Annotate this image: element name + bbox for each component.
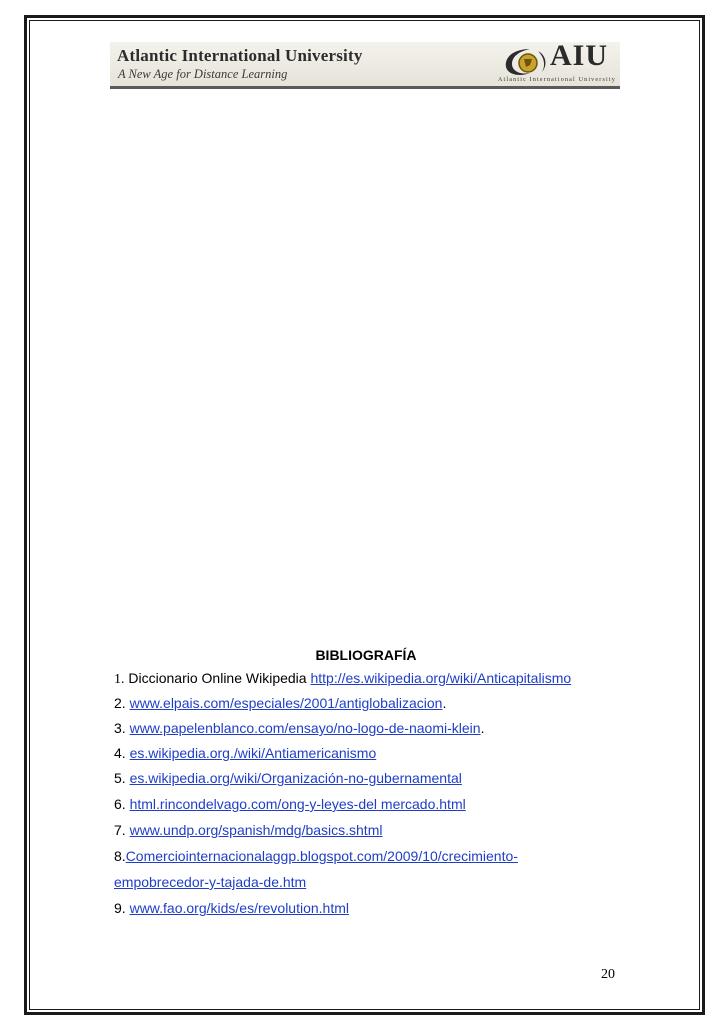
bibliography-entry-4 xyxy=(114,745,376,762)
entry-number: 4. xyxy=(114,745,130,761)
entry-number: 6. xyxy=(114,796,130,812)
entry-link[interactable]: empobrecedor-y-tajada-de.htm xyxy=(114,874,307,890)
university-name: Atlantic International University xyxy=(117,46,363,65)
aiu-logo-text: AIU xyxy=(550,39,609,72)
entry-number: 5. xyxy=(114,770,130,786)
entry-suffix: . xyxy=(442,695,447,711)
entry-text: Diccionario Online Wikipedia xyxy=(124,670,311,686)
bibliography-entry-1 xyxy=(114,670,571,688)
bibliography-entry-9 xyxy=(114,900,349,917)
entry-number: 3. xyxy=(114,720,130,736)
bibliography-title xyxy=(0,647,728,663)
entry-number: 7. xyxy=(114,822,130,838)
bibliography-title-text: BIBLIOGRAFÍA xyxy=(315,647,417,663)
bibliography-entry-7 xyxy=(114,822,382,839)
entry-link[interactable]: es.wikipedia.org/wiki/Organización-no-gubernamental xyxy=(129,770,462,786)
entry-link[interactable]: www.undp.org/spanish/mdg/basics.shtml xyxy=(129,822,383,838)
aiu-emblem-icon xyxy=(500,45,550,79)
entry-link[interactable]: www.elpais.com/especiales/2001/antiglobalizacion xyxy=(129,695,443,711)
entry-number: 2. xyxy=(114,695,130,711)
entry-link[interactable]: www.papelenblanco.com/ensayo/no-logo-de-naomi-klein xyxy=(129,720,481,736)
entry-link[interactable]: http://es.wikipedia.org/wiki/Anticapitalismo xyxy=(310,670,572,686)
entry-link[interactable]: Comerciointernacionalaggp.blogspot.com/2009/10/crecimiento- xyxy=(125,848,518,864)
entry-link[interactable]: www.fao.org/kids/es/revolution.html xyxy=(129,900,350,916)
aiu-logo-subtext: Atlantic International University xyxy=(498,77,616,83)
bibliography-entry-8-continuation xyxy=(114,874,306,891)
university-tagline: A New Age for Distance Learning xyxy=(118,67,288,81)
bibliography-entry-3 xyxy=(114,720,484,737)
entry-number: 1. xyxy=(114,672,125,687)
entry-number: 8. xyxy=(114,848,126,864)
bibliography-entry-2 xyxy=(114,695,446,712)
bibliography-entry-5 xyxy=(114,770,462,787)
bibliography-entry-6 xyxy=(114,796,466,813)
entry-link[interactable]: es.wikipedia.org./wiki/Antiamericanismo xyxy=(129,745,377,761)
entry-suffix: . xyxy=(480,720,485,736)
entry-link[interactable]: html.rincondelvago.com/ong-y-leyes-del mercado.html xyxy=(129,796,466,812)
entry-number: 9. xyxy=(114,900,130,916)
university-header-banner xyxy=(110,39,620,89)
bibliography-entry-8 xyxy=(114,848,518,865)
page-number: 20 xyxy=(601,967,615,982)
